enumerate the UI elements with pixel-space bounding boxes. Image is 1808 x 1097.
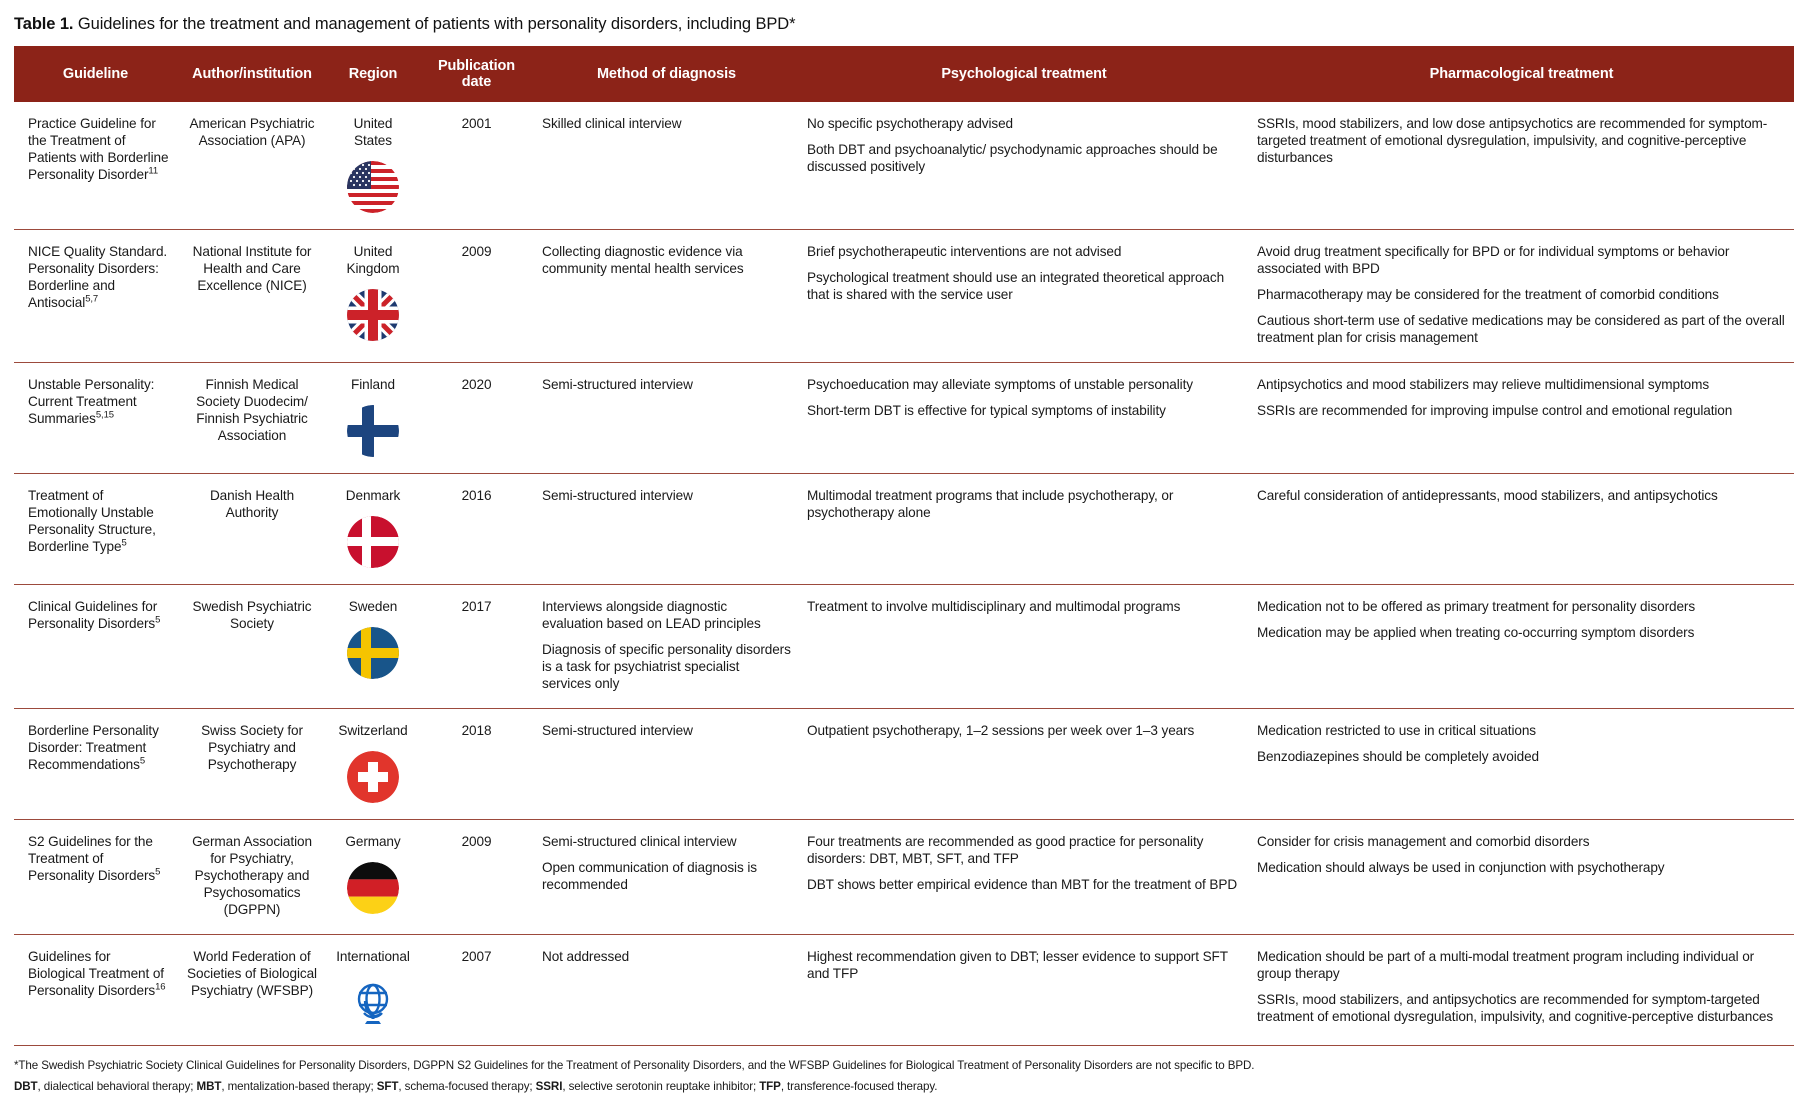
guideline-reference: 5,7	[85, 293, 99, 305]
psych-line: Multimodal treatment programs that include psychotherapy, or psychotherapy alone	[807, 488, 1174, 520]
cell-pharmacological-treatment	[1249, 820, 1794, 935]
psych-line: Both DBT and psychoanalytic/ psychodynamic approaches should be discussed positively	[807, 142, 1218, 174]
cell-author	[177, 102, 327, 230]
table-header-row	[14, 46, 1794, 102]
region-label: Switzerland	[338, 723, 408, 738]
publication-date: 2018	[461, 723, 492, 738]
guidelines-table	[14, 46, 1794, 1045]
author-institution: American Psychiatric Association (APA)	[189, 116, 315, 148]
psych-line: Outpatient psychotherapy, 1–2 sessions per week over 1–3 years	[807, 723, 1195, 738]
pharm-line: Medication should always be used in conjunction with psychotherapy	[1257, 860, 1665, 875]
region-label: Denmark	[345, 488, 401, 503]
publication-date: 2009	[461, 834, 492, 849]
author-institution: German Association for Psychiatry, Psychotherapy and Psychosomatics (DGPPN)	[192, 834, 312, 917]
psych-line: Highest recommendation given to DBT; lesser evidence to support SFT and TFP	[807, 949, 1228, 981]
cell-author	[177, 474, 327, 585]
flag-switzerland-icon	[347, 751, 399, 803]
cell-pharmacological-treatment	[1249, 363, 1794, 474]
method-line: Semi-structured interview	[542, 723, 693, 738]
pharm-line: Medication restricted to use in critical situations	[1257, 723, 1536, 738]
cell-guideline	[14, 474, 177, 585]
cell-pharmacological-treatment	[1249, 230, 1794, 363]
column-header-pharm: Pharmacological treatment	[1249, 46, 1794, 102]
method-line: Not addressed	[542, 949, 630, 964]
cell-method	[534, 935, 799, 1046]
method-line: Skilled clinical interview	[542, 116, 682, 131]
abbreviation-definition: , dialectical behavioral therapy;	[37, 1080, 197, 1093]
guideline-title: Borderline Personality Disorder: Treatment Recommendations	[28, 723, 159, 772]
flag-united-kingdom-icon	[347, 289, 399, 341]
pharm-line: SSRIs, mood stabilizers, and antipsychotics are recommended for symptom-targeted treatment of emotional dysregulation, impulsivity, and cognitive-perceptive disturbances	[1257, 992, 1774, 1024]
cell-region	[327, 709, 419, 820]
column-header-method: Method of diagnosis	[534, 46, 799, 102]
table-body	[14, 102, 1794, 1045]
cell-guideline	[14, 820, 177, 935]
psych-line: Psychological treatment should use an integrated theoretical approach that is shared with the service user	[807, 270, 1225, 302]
table-row	[14, 363, 1794, 474]
cell-publication-date	[419, 474, 534, 585]
cell-region	[327, 474, 419, 585]
pharm-line: SSRIs, mood stabilizers, and low dose antipsychotics are recommended for symptom-targeted treatment of emotional dysregulation, impulsivity, and cognitive-perceptive disturbances	[1257, 116, 1768, 165]
region-label: Finland	[351, 377, 395, 392]
cell-region	[327, 820, 419, 935]
abbreviation-definition: , selective serotonin reuptake inhibitor;	[562, 1080, 760, 1093]
pharm-line: Medication not to be offered as primary treatment for personality disorders	[1257, 599, 1696, 614]
cell-guideline	[14, 935, 177, 1046]
cell-method	[534, 230, 799, 363]
psych-line: Treatment to involve multidisciplinary and multimodal programs	[807, 599, 1181, 614]
abbreviation-term: DBT	[14, 1080, 38, 1093]
psych-line: Brief psychotherapeutic interventions are not advised	[807, 244, 1122, 259]
cell-guideline	[14, 709, 177, 820]
author-institution: National Institute for Health and Care Excellence (NICE)	[192, 244, 312, 293]
cell-guideline	[14, 230, 177, 363]
region-label: Germany	[345, 834, 401, 849]
pharm-line: Benzodiazepines should be completely avoided	[1257, 749, 1540, 764]
guideline-title: Treatment of Emotionally Unstable Personality Structure, Borderline Type	[28, 488, 156, 554]
table-footnotes	[14, 1045, 1794, 1097]
cell-method	[534, 363, 799, 474]
cell-region	[327, 102, 419, 230]
guideline-title: Practice Guideline for the Treatment of Patients with Borderline Personality Disorder	[28, 116, 169, 182]
cell-author	[177, 363, 327, 474]
guideline-title: NICE Quality Standard. Personality Disorders: Borderline and Antisocial	[28, 244, 168, 310]
publication-date: 2007	[461, 949, 492, 964]
method-line: Semi-structured interview	[542, 488, 693, 503]
cell-author	[177, 230, 327, 363]
guideline-title: Clinical Guidelines for Personality Disorders	[28, 599, 158, 631]
cell-psychological-treatment	[799, 474, 1249, 585]
pharm-line: Consider for crisis management and comorbid disorders	[1257, 834, 1590, 849]
region-label: Sweden	[348, 599, 398, 614]
publication-date: 2009	[461, 244, 492, 259]
cell-method	[534, 585, 799, 709]
footnote-asterisk: *The Swedish Psychiatric Society Clinical Guidelines for Personality Disorders, DGPPN S2 Guidelines for the Treatment of Personality Disorders, and the WFSBP Guidelines for Biological Treatment of Personality Disorders are not specific to BPD.	[14, 1059, 1255, 1072]
cell-region	[327, 585, 419, 709]
pharm-line: Medication should be part of a multi-modal treatment program including individual or group therapy	[1257, 949, 1755, 981]
cell-pharmacological-treatment	[1249, 474, 1794, 585]
cell-author	[177, 820, 327, 935]
flag-denmark-icon	[347, 516, 399, 568]
cell-guideline	[14, 585, 177, 709]
column-header-region: Region	[327, 46, 419, 102]
cell-author	[177, 935, 327, 1046]
table-row	[14, 820, 1794, 935]
column-header-author: Author/institution	[177, 46, 327, 102]
method-line: Semi-structured interview	[542, 377, 693, 392]
cell-pharmacological-treatment	[1249, 102, 1794, 230]
cell-method	[534, 474, 799, 585]
guideline-reference: 5	[121, 537, 127, 549]
pharm-line: Cautious short-term use of sedative medications may be considered as part of the overall treatment plan for crisis management	[1257, 313, 1785, 345]
cell-method	[534, 102, 799, 230]
publication-date: 2016	[461, 488, 492, 503]
cell-author	[177, 585, 327, 709]
abbreviation-term: MBT	[196, 1080, 222, 1093]
table-row	[14, 585, 1794, 709]
column-header-guideline: Guideline	[14, 46, 177, 102]
cell-publication-date	[419, 102, 534, 230]
author-institution: Finnish Medical Society Duodecim/ Finnish Psychiatric Association	[196, 377, 308, 443]
pharm-line: Pharmacotherapy may be considered for the treatment of comorbid conditions	[1257, 287, 1719, 302]
table-row	[14, 474, 1794, 585]
table-row	[14, 935, 1794, 1046]
guideline-reference: 5	[139, 755, 146, 767]
cell-guideline	[14, 363, 177, 474]
cell-publication-date	[419, 709, 534, 820]
publication-date: 2017	[461, 599, 492, 614]
abbreviation-term: SFT	[376, 1080, 399, 1093]
cell-author	[177, 709, 327, 820]
guideline-title: S2 Guidelines for the Treatment of Personality Disorders	[28, 834, 156, 883]
guideline-title: Guidelines for Biological Treatment of Personality Disorders	[28, 949, 164, 998]
publication-date: 2001	[461, 116, 492, 131]
publication-date: 2020	[461, 377, 492, 392]
cell-publication-date	[419, 585, 534, 709]
table-row	[14, 102, 1794, 230]
table-row	[14, 230, 1794, 363]
flag-germany-icon	[347, 862, 399, 914]
table-row	[14, 709, 1794, 820]
author-institution: Swedish Psychiatric Society	[192, 599, 312, 631]
method-line: Interviews alongside diagnostic evaluation based on LEAD principles	[542, 599, 761, 631]
cell-publication-date	[419, 363, 534, 474]
method-line: Semi-structured clinical interview	[542, 834, 737, 849]
abbreviation-definition: , mentalization-based therapy;	[221, 1080, 377, 1093]
column-header-psych: Psychological treatment	[799, 46, 1249, 102]
cell-pharmacological-treatment	[1249, 585, 1794, 709]
method-line: Collecting diagnostic evidence via community mental health services	[542, 244, 744, 276]
cell-method	[534, 820, 799, 935]
cell-psychological-treatment	[799, 820, 1249, 935]
guideline-reference: 16	[155, 981, 166, 993]
cell-publication-date	[419, 820, 534, 935]
table-header	[14, 46, 1794, 102]
abbreviation-definition: , transference-focused therapy.	[780, 1080, 938, 1093]
cell-publication-date	[419, 230, 534, 363]
psych-line: Psychoeducation may alleviate symptoms of unstable personality	[807, 377, 1193, 392]
abbreviation-term: SSRI	[535, 1080, 563, 1093]
pharm-line: Careful consideration of antidepressants, mood stabilizers, and antipsychotics	[1257, 488, 1718, 503]
table-caption-label: Table 1.	[14, 15, 74, 33]
cell-publication-date	[419, 935, 534, 1046]
guideline-reference: 11	[148, 165, 159, 177]
author-institution: Danish Health Authority	[209, 488, 295, 520]
flag-finland-icon	[347, 405, 399, 457]
region-label: United States	[353, 116, 393, 148]
pharm-line: SSRIs are recommended for improving impulse control and emotional regulation	[1257, 403, 1733, 418]
psych-line: Four treatments are recommended as good practice for personality disorders: DBT, MBT, SFT, and TFP	[807, 834, 1204, 866]
cell-psychological-treatment	[799, 230, 1249, 363]
cell-method	[534, 709, 799, 820]
flag-united-states-icon	[347, 161, 399, 213]
pharm-line: Avoid drug treatment specifically for BPD or for individual symptoms or behavior associated with BPD	[1257, 244, 1730, 276]
guideline-reference: 5,15	[95, 409, 114, 421]
cell-psychological-treatment	[799, 585, 1249, 709]
cell-pharmacological-treatment	[1249, 935, 1794, 1046]
cell-psychological-treatment	[799, 935, 1249, 1046]
region-label: United Kingdom	[346, 244, 400, 276]
psych-line: DBT shows better empirical evidence than MBT for the treatment of BPD	[807, 877, 1238, 892]
abbreviation-definition: , schema-focused therapy;	[398, 1080, 536, 1093]
pharm-line: Antipsychotics and mood stabilizers may relieve multidimensional symptoms	[1257, 377, 1710, 392]
method-line: Open communication of diagnosis is recommended	[542, 860, 757, 892]
table-caption-text: Guidelines for the treatment and management of patients with personality disorders, including BPD*	[73, 15, 796, 33]
abbreviation-term: TFP	[759, 1080, 781, 1093]
guideline-reference: 5	[155, 614, 161, 626]
guideline-title: Unstable Personality: Current Treatment Summaries	[28, 377, 155, 426]
flag-sweden-icon	[347, 627, 399, 679]
author-institution: World Federation of Societies of Biological Psychiatry (WFSBP)	[187, 949, 317, 998]
table-caption	[14, 0, 1794, 46]
psych-line: No specific psychotherapy advised	[807, 116, 1014, 131]
cell-psychological-treatment	[799, 709, 1249, 820]
cell-psychological-treatment	[799, 363, 1249, 474]
cell-psychological-treatment	[799, 102, 1249, 230]
footnote-abbreviations	[14, 1076, 1794, 1097]
guideline-reference: 5	[155, 866, 161, 878]
cell-region	[327, 363, 419, 474]
cell-region	[327, 230, 419, 363]
column-header-date: Publication date	[419, 46, 534, 102]
psych-line: Short-term DBT is effective for typical symptoms of instability	[807, 403, 1166, 418]
cell-region	[327, 935, 419, 1046]
globe-icon	[347, 977, 399, 1029]
pharm-line: Medication may be applied when treating co-occurring symptom disorders	[1257, 625, 1695, 640]
author-institution: Swiss Society for Psychiatry and Psychotherapy	[201, 723, 303, 772]
cell-pharmacological-treatment	[1249, 709, 1794, 820]
method-line: Diagnosis of specific personality disorders is a task for psychiatrist specialist services only	[542, 642, 791, 691]
cell-guideline	[14, 102, 177, 230]
region-label: International	[336, 949, 410, 964]
